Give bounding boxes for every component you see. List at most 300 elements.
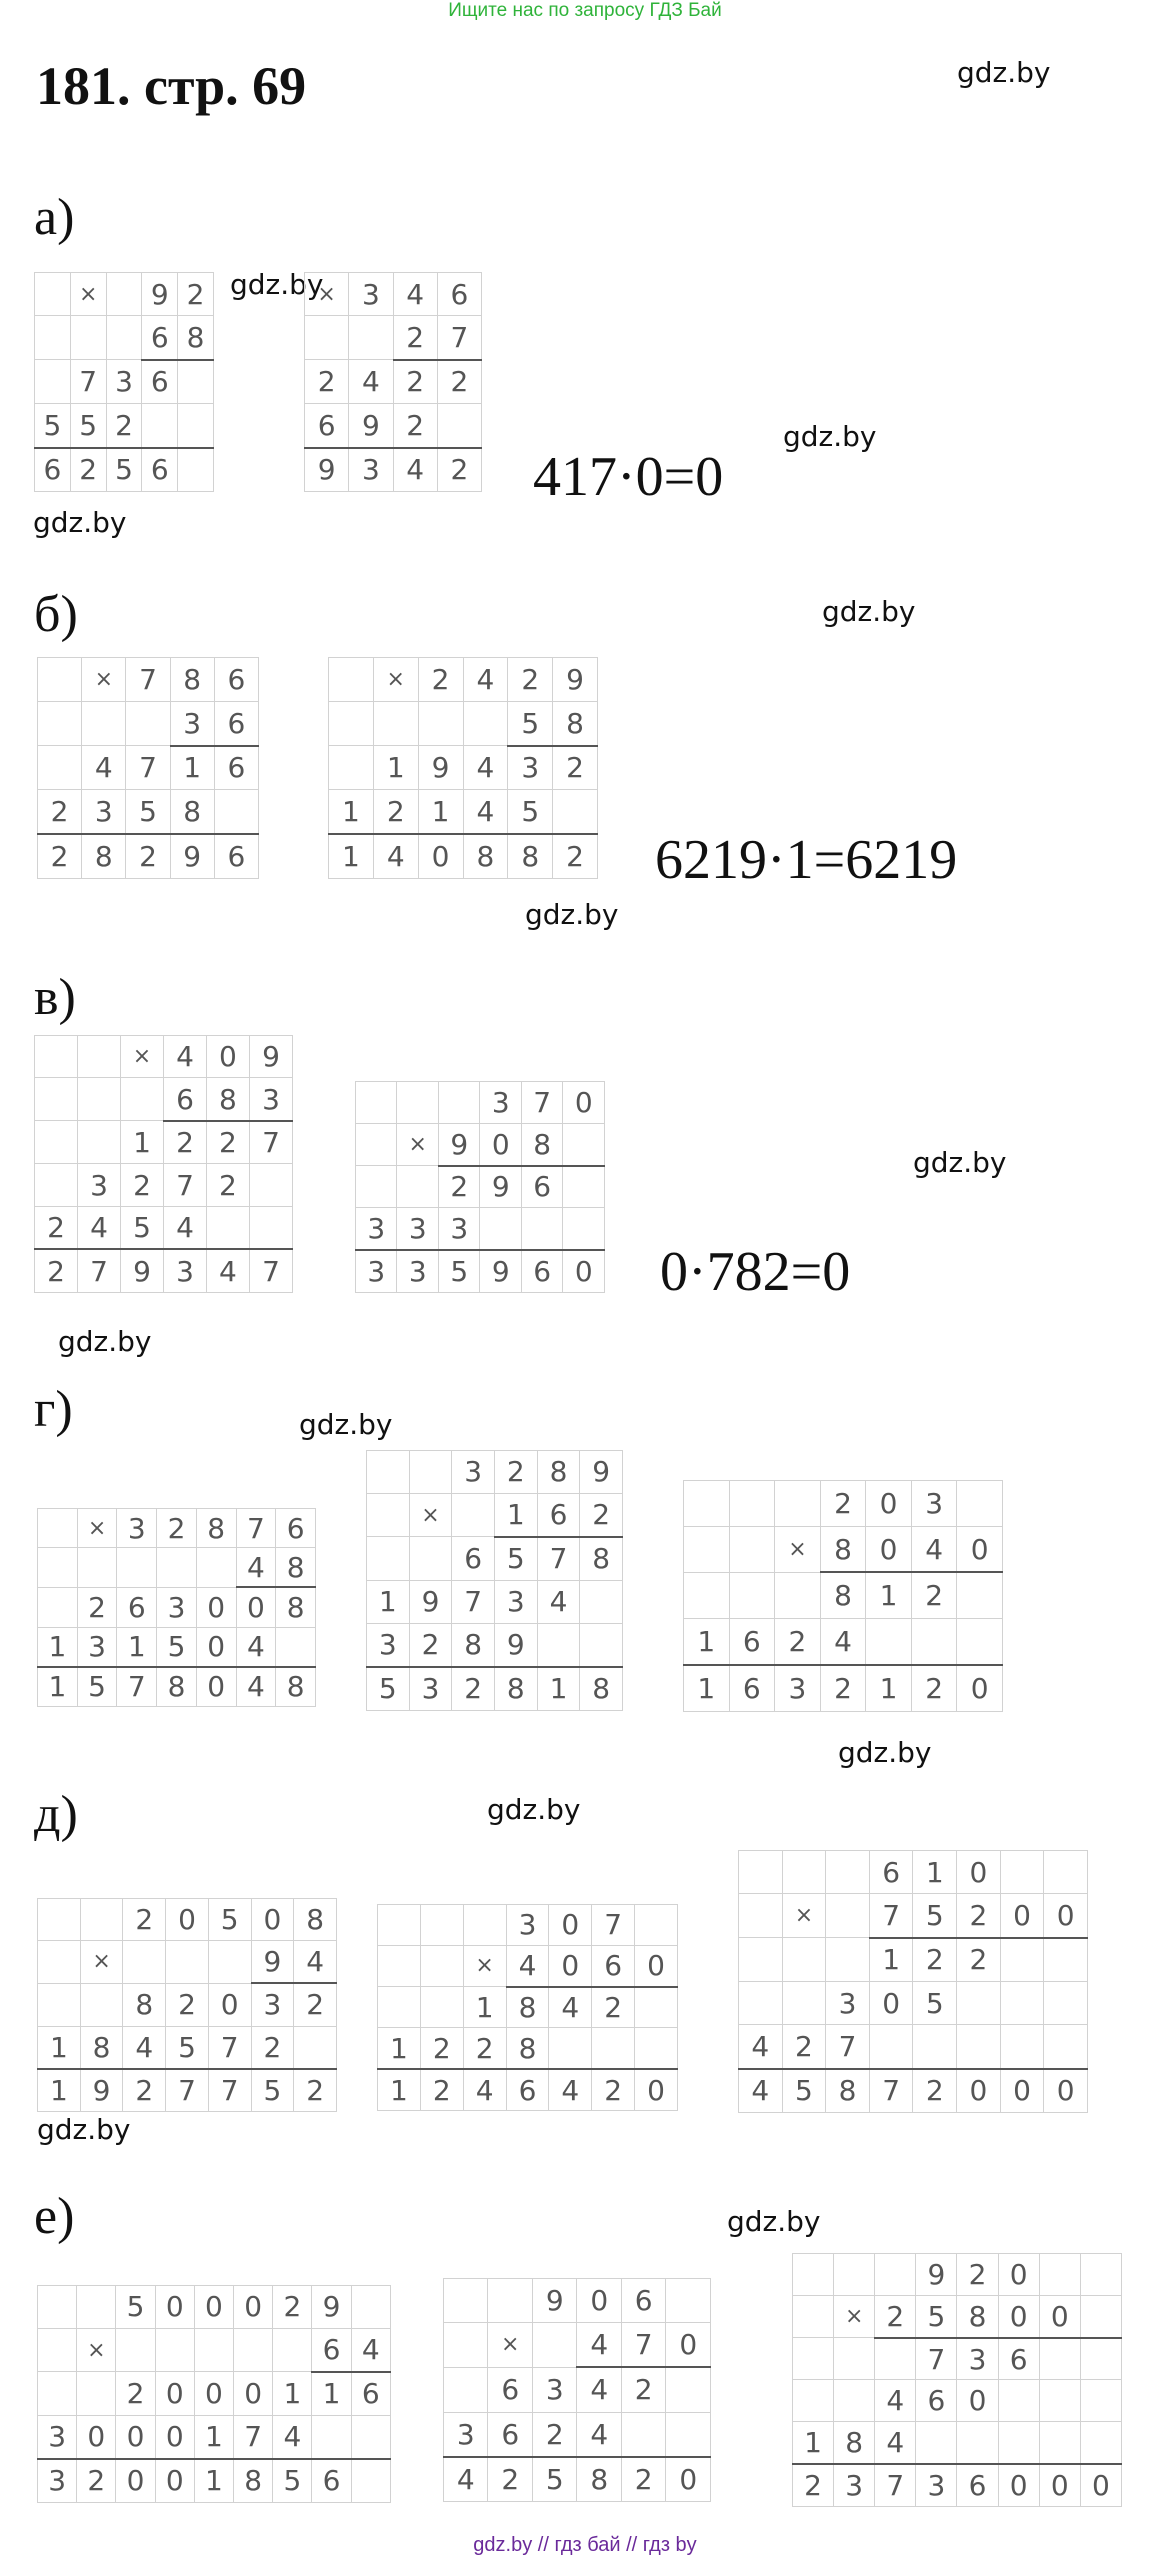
grid-cell: 3	[349, 448, 393, 492]
grid-cell: 2	[957, 2254, 998, 2296]
grid-cell: 3	[911, 1481, 957, 1527]
grid-cell: 0	[77, 2415, 116, 2459]
grid-row	[684, 1481, 1003, 1527]
grid-cell: 2	[106, 404, 142, 448]
grid-cell	[38, 701, 82, 745]
grid-cell	[356, 1082, 397, 1124]
grid-row	[35, 273, 214, 316]
grid-cell: 9	[249, 1036, 292, 1078]
grid-cell: 1	[312, 2372, 351, 2416]
grid-cell: 6	[305, 404, 349, 448]
grid-row	[305, 316, 482, 360]
grid-cell: 3	[367, 1623, 410, 1667]
grid-cell: 7	[521, 1082, 562, 1124]
grid-row	[329, 790, 598, 834]
grid-row	[38, 1983, 337, 2026]
grid-cell: 6	[214, 834, 258, 878]
grid-cell: 2	[163, 1121, 206, 1164]
multiply-sign: ×	[782, 1894, 826, 1938]
grid-cell: 2	[393, 360, 437, 404]
grid-cell: 7	[126, 746, 170, 790]
grid-cell: 2	[913, 2069, 957, 2113]
grid-row	[378, 2028, 678, 2069]
grid-cell: 5	[508, 701, 553, 745]
grid-cell: 2	[393, 404, 437, 448]
grid-cell	[378, 1945, 421, 1986]
grid-cell: 8	[294, 1899, 337, 1941]
grid-cell: 6	[521, 1166, 562, 1208]
grid-cell: 5	[35, 404, 71, 448]
grid-cell: 0	[236, 1587, 276, 1627]
grid-cell	[312, 2415, 351, 2459]
grid-cell	[592, 2028, 635, 2069]
section-label: а)	[34, 189, 75, 246]
grid-row	[38, 834, 259, 878]
grid-cell: 6	[214, 701, 258, 745]
top-search-link[interactable]: Ищите нас по запросу ГДЗ Бай	[448, 0, 722, 21]
grid-cell	[276, 1627, 316, 1667]
grid-cell	[684, 1526, 730, 1572]
grid-cell: 4	[820, 1619, 866, 1665]
grid-cell: 8	[495, 1667, 538, 1711]
grid-cell: 0	[480, 1123, 521, 1165]
grid-cell	[178, 404, 214, 448]
grid-cell	[957, 2025, 1001, 2069]
grid-cell: 6	[621, 2279, 665, 2323]
grid-cell: 2	[123, 2069, 166, 2112]
grid-cell: 2	[116, 2372, 155, 2416]
grid-row	[793, 2464, 1122, 2506]
section-label: б)	[34, 586, 78, 643]
multiply-sign: ×	[409, 1493, 452, 1537]
grid-cell: 7	[592, 1905, 635, 1946]
multiplication-grid	[37, 2285, 391, 2503]
grid-cell	[775, 1481, 821, 1527]
grid-cell: 2	[592, 2069, 635, 2110]
grid-cell: 5	[157, 1627, 197, 1667]
grid-cell	[869, 2025, 913, 2069]
grid-cell: 4	[349, 360, 393, 404]
grid-cell	[157, 1548, 197, 1588]
grid-cell: 1	[793, 2422, 834, 2464]
multiplication-grid	[792, 2253, 1122, 2507]
grid-cell: 4	[393, 448, 437, 492]
grid-cell: 8	[196, 1509, 236, 1548]
grid-row	[35, 1249, 293, 1292]
multiply-sign: ×	[775, 1526, 821, 1572]
grid-cell: 0	[166, 1899, 209, 1941]
multiplication-grid	[377, 1904, 678, 2111]
grid-cell	[635, 1987, 678, 2028]
grid-cell: 3	[508, 746, 553, 790]
grid-cell: 9	[480, 1250, 521, 1292]
grid-cell: 1	[869, 1938, 913, 1982]
grid-cell	[635, 2028, 678, 2069]
grid-cell: 0	[1044, 2069, 1088, 2113]
grid-cell: 7	[208, 2026, 251, 2069]
grid-cell: 1	[329, 790, 374, 834]
grid-cell	[739, 1851, 783, 1894]
grid-row	[38, 1941, 337, 1984]
grid-cell: 1	[373, 746, 418, 790]
grid-cell	[38, 2328, 77, 2372]
grid-cell: 9	[305, 448, 349, 492]
grid-cell: 3	[117, 1509, 157, 1548]
grid-row	[38, 701, 259, 745]
grid-cell	[1044, 1938, 1088, 1982]
grid-cell: 3	[38, 2415, 77, 2459]
grid-row	[35, 360, 214, 404]
grid-cell	[826, 1851, 870, 1894]
grid-cell: 7	[236, 1509, 276, 1548]
grid-cell	[580, 1580, 623, 1623]
grid-cell	[563, 1166, 605, 1208]
grid-cell: 8	[463, 834, 508, 878]
grid-row	[367, 1537, 623, 1581]
grid-cell: 2	[463, 2028, 506, 2069]
grid-cell: 7	[70, 360, 106, 404]
grid-cell: 6	[312, 2459, 351, 2503]
grid-cell: 4	[577, 2367, 621, 2412]
grid-cell: 7	[163, 1164, 206, 1206]
grid-cell	[38, 1548, 78, 1588]
grid-cell: 2	[38, 834, 82, 878]
grid-cell	[739, 1981, 783, 2024]
grid-row	[793, 2338, 1122, 2380]
grid-cell	[378, 1987, 421, 2028]
grid-cell: 2	[77, 2459, 116, 2503]
grid-cell: 2	[488, 2457, 533, 2502]
grid-cell: 0	[866, 1526, 912, 1572]
grid-cell: 0	[549, 1945, 592, 1986]
grid-cell: 5	[367, 1667, 410, 1711]
grid-cell	[77, 1121, 120, 1164]
grid-cell: 2	[957, 1894, 1001, 1938]
multiplication-grid	[683, 1480, 1003, 1712]
grid-cell: 2	[913, 1938, 957, 1982]
grid-cell	[351, 2286, 390, 2329]
grid-cell	[793, 2295, 834, 2337]
grid-row	[35, 404, 214, 448]
grid-cell: 8	[580, 1667, 623, 1711]
grid-cell	[1039, 2422, 1080, 2464]
watermark: gdz.by	[957, 56, 1051, 89]
watermark: gdz.by	[299, 1408, 393, 1441]
grid-cell: 6	[452, 1537, 495, 1581]
grid-cell	[998, 2380, 1039, 2422]
grid-cell: 4	[739, 2025, 783, 2069]
grid-cell	[38, 746, 82, 790]
grid-cell: 3	[480, 1082, 521, 1124]
grid-cell: 5	[70, 404, 106, 448]
grid-cell	[178, 448, 214, 492]
multiplication-grid	[37, 1508, 316, 1707]
multiply-sign: ×	[77, 2328, 116, 2372]
grid-cell	[834, 2254, 875, 2296]
grid-cell: 2	[123, 1899, 166, 1941]
grid-cell	[729, 1572, 775, 1618]
grid-cell: 4	[506, 1945, 549, 1986]
grid-cell: 2	[553, 746, 598, 790]
grid-cell: 2	[775, 1619, 821, 1665]
grid-cell: 4	[273, 2415, 312, 2459]
grid-cell	[351, 2459, 390, 2503]
grid-cell	[329, 701, 374, 745]
grid-row	[38, 2459, 391, 2503]
grid-cell	[793, 2380, 834, 2422]
grid-cell	[1044, 1851, 1088, 1894]
grid-cell: 0	[208, 1983, 251, 2026]
grid-cell: 0	[196, 1587, 236, 1627]
grid-cell	[537, 1623, 580, 1667]
grid-cell	[35, 1036, 78, 1078]
grid-cell: 1	[329, 834, 374, 878]
multiplication-grid	[34, 272, 214, 492]
grid-cell: 0	[155, 2286, 194, 2329]
grid-cell: 9	[409, 1580, 452, 1623]
grid-cell: 8	[276, 1548, 316, 1588]
grid-cell: 3	[163, 1249, 206, 1292]
grid-cell	[563, 1208, 605, 1250]
grid-cell: 0	[998, 2464, 1039, 2506]
grid-cell: 3	[106, 360, 142, 404]
grid-cell	[142, 404, 178, 448]
grid-cell: 7	[869, 1894, 913, 1938]
grid-cell	[1080, 2254, 1121, 2296]
grid-cell	[249, 1164, 292, 1206]
grid-cell: 4	[549, 1987, 592, 2028]
grid-cell	[206, 1206, 249, 1249]
grid-cell	[480, 1208, 521, 1250]
grid-cell: 2	[77, 1587, 117, 1627]
grid-cell	[77, 2286, 116, 2329]
grid-cell: 3	[349, 273, 393, 316]
grid-cell: 7	[249, 1121, 292, 1164]
watermark: gdz.by	[822, 595, 916, 628]
grid-cell: 4	[463, 658, 508, 702]
grid-cell: 3	[249, 1078, 292, 1121]
grid-row	[444, 2323, 711, 2368]
grid-cell	[1080, 2338, 1121, 2380]
grid-cell	[178, 360, 214, 404]
grid-cell	[463, 1905, 506, 1946]
grid-cell: 0	[957, 1851, 1001, 1894]
grid-row	[38, 1509, 316, 1548]
grid-cell	[549, 2028, 592, 2069]
grid-cell	[957, 1619, 1003, 1665]
grid-cell: 0	[1044, 1894, 1088, 1938]
watermark: gdz.by	[525, 898, 619, 931]
grid-cell: 1	[463, 1987, 506, 2028]
grid-cell: 0	[563, 1082, 605, 1124]
watermark: gdz.by	[838, 1736, 932, 1769]
grid-cell: 1	[38, 2026, 81, 2069]
grid-cell: 8	[826, 2069, 870, 2113]
section-label: д)	[34, 1786, 78, 1843]
grid-cell	[214, 790, 258, 834]
grid-cell	[397, 1166, 439, 1208]
grid-row	[684, 1619, 1003, 1665]
grid-cell: 4	[236, 1548, 276, 1588]
grid-cell: 3	[397, 1250, 439, 1292]
grid-cell	[70, 316, 106, 360]
grid-cell: 2	[70, 448, 106, 492]
grid-cell: 4	[463, 746, 508, 790]
grid-row	[378, 1905, 678, 1946]
grid-cell: 3	[170, 701, 214, 745]
multiply-sign: ×	[77, 1509, 117, 1548]
grid-cell	[305, 316, 349, 360]
grid-cell	[793, 2338, 834, 2380]
watermark: gdz.by	[33, 506, 127, 539]
grid-row	[684, 1572, 1003, 1618]
grid-cell: 3	[157, 1587, 197, 1627]
grid-cell: 4	[577, 2323, 621, 2368]
grid-cell: 5	[126, 790, 170, 834]
grid-cell: 4	[236, 1627, 276, 1667]
grid-row	[329, 834, 598, 878]
grid-cell	[437, 404, 481, 448]
grid-cell: 3	[834, 2464, 875, 2506]
grid-cell: 9	[349, 404, 393, 448]
watermark: gdz.by	[487, 1793, 581, 1826]
grid-cell: 0	[116, 2415, 155, 2459]
grid-row	[305, 448, 482, 492]
grid-cell: 6	[276, 1509, 316, 1548]
grid-cell: 0	[1000, 2069, 1044, 2113]
equation: 417·0=0	[533, 446, 724, 508]
grid-cell	[563, 1123, 605, 1165]
grid-row	[38, 790, 259, 834]
grid-cell	[35, 316, 71, 360]
grid-cell: 7	[234, 2415, 273, 2459]
grid-cell	[349, 316, 393, 360]
grid-cell: 6	[592, 1945, 635, 1986]
grid-cell	[826, 1894, 870, 1938]
grid-cell: 8	[123, 1983, 166, 2026]
grid-cell	[409, 1537, 452, 1581]
grid-cell: 2	[251, 2026, 294, 2069]
grid-row	[739, 2025, 1088, 2069]
grid-row	[35, 1206, 293, 1249]
grid-row	[739, 1938, 1088, 1982]
multiply-sign: ×	[120, 1036, 163, 1078]
grid-cell	[1000, 2025, 1044, 2069]
grid-cell: 9	[142, 273, 178, 316]
grid-cell: 3	[409, 1667, 452, 1711]
grid-cell: 0	[957, 1526, 1003, 1572]
grid-cell	[234, 2328, 273, 2372]
grid-cell: 1	[170, 746, 214, 790]
grid-cell	[329, 658, 374, 702]
grid-row	[444, 2279, 711, 2323]
grid-cell: 6	[869, 1851, 913, 1894]
grid-row	[38, 1548, 316, 1588]
grid-cell	[488, 2279, 533, 2323]
grid-cell: 9	[418, 746, 463, 790]
grid-cell	[580, 1623, 623, 1667]
grid-cell: 5	[916, 2295, 957, 2337]
grid-cell	[373, 701, 418, 745]
grid-cell	[782, 1981, 826, 2024]
grid-cell: 2	[553, 834, 598, 878]
grid-cell: 0	[1039, 2295, 1080, 2337]
grid-cell: 2	[782, 2025, 826, 2069]
grid-cell	[397, 1082, 439, 1124]
grid-cell: 9	[312, 2286, 351, 2329]
grid-cell: 1	[418, 790, 463, 834]
multiplication-grid	[37, 657, 259, 879]
grid-cell: 0	[1039, 2464, 1080, 2506]
grid-cell	[80, 1899, 123, 1941]
grid-row	[444, 2457, 711, 2502]
grid-cell: 9	[80, 2069, 123, 2112]
grid-cell: 4	[206, 1249, 249, 1292]
grid-cell: 2	[120, 1164, 163, 1206]
grid-cell: 4	[463, 790, 508, 834]
grid-cell: 2	[409, 1623, 452, 1667]
grid-cell: 2	[957, 1938, 1001, 1982]
grid-cell: 3	[439, 1208, 480, 1250]
grid-cell: 6	[488, 2412, 533, 2457]
grid-cell: 2	[157, 1509, 197, 1548]
grid-cell	[77, 1036, 120, 1078]
multiply-sign: ×	[834, 2295, 875, 2337]
grid-cell: 0	[666, 2323, 711, 2368]
grid-cell	[35, 1164, 78, 1206]
grid-cell: 1	[38, 1627, 78, 1667]
grid-cell: 2	[126, 834, 170, 878]
grid-cell: 4	[393, 273, 437, 316]
grid-cell: 7	[537, 1537, 580, 1581]
grid-cell: 9	[439, 1123, 480, 1165]
grid-row	[684, 1665, 1003, 1711]
grid-cell: 0	[635, 2069, 678, 2110]
grid-cell: 8	[276, 1667, 316, 1707]
grid-cell: 3	[826, 1981, 870, 2024]
grid-cell	[120, 1078, 163, 1121]
grid-cell: 2	[793, 2464, 834, 2506]
watermark: gdz.by	[913, 1146, 1007, 1179]
grid-cell	[35, 360, 71, 404]
grid-cell: 8	[508, 834, 553, 878]
grid-cell	[77, 2372, 116, 2416]
multiply-sign: ×	[305, 273, 349, 316]
grid-cell	[684, 1481, 730, 1527]
grid-cell: 5	[77, 1667, 117, 1707]
grid-row	[367, 1667, 623, 1711]
grid-row	[329, 658, 598, 702]
section-label: в)	[34, 969, 76, 1026]
footer-links[interactable]: gdz.by // гдз бай // гдз by	[473, 2534, 697, 2556]
grid-cell: 9	[251, 1941, 294, 1984]
grid-row	[367, 1623, 623, 1667]
grid-cell: 3	[506, 1905, 549, 1946]
grid-cell	[106, 316, 142, 360]
grid-cell	[38, 2286, 77, 2329]
grid-cell: 6	[35, 448, 71, 492]
grid-cell: 3	[38, 2459, 77, 2503]
grid-row	[356, 1166, 605, 1208]
grid-cell: 9	[553, 658, 598, 702]
grid-cell	[875, 2338, 916, 2380]
multiply-sign: ×	[373, 658, 418, 702]
grid-cell: 0	[155, 2372, 194, 2416]
grid-row	[367, 1580, 623, 1623]
grid-cell: 0	[194, 2286, 233, 2329]
grid-cell: 0	[418, 834, 463, 878]
grid-cell: 0	[234, 2372, 273, 2416]
